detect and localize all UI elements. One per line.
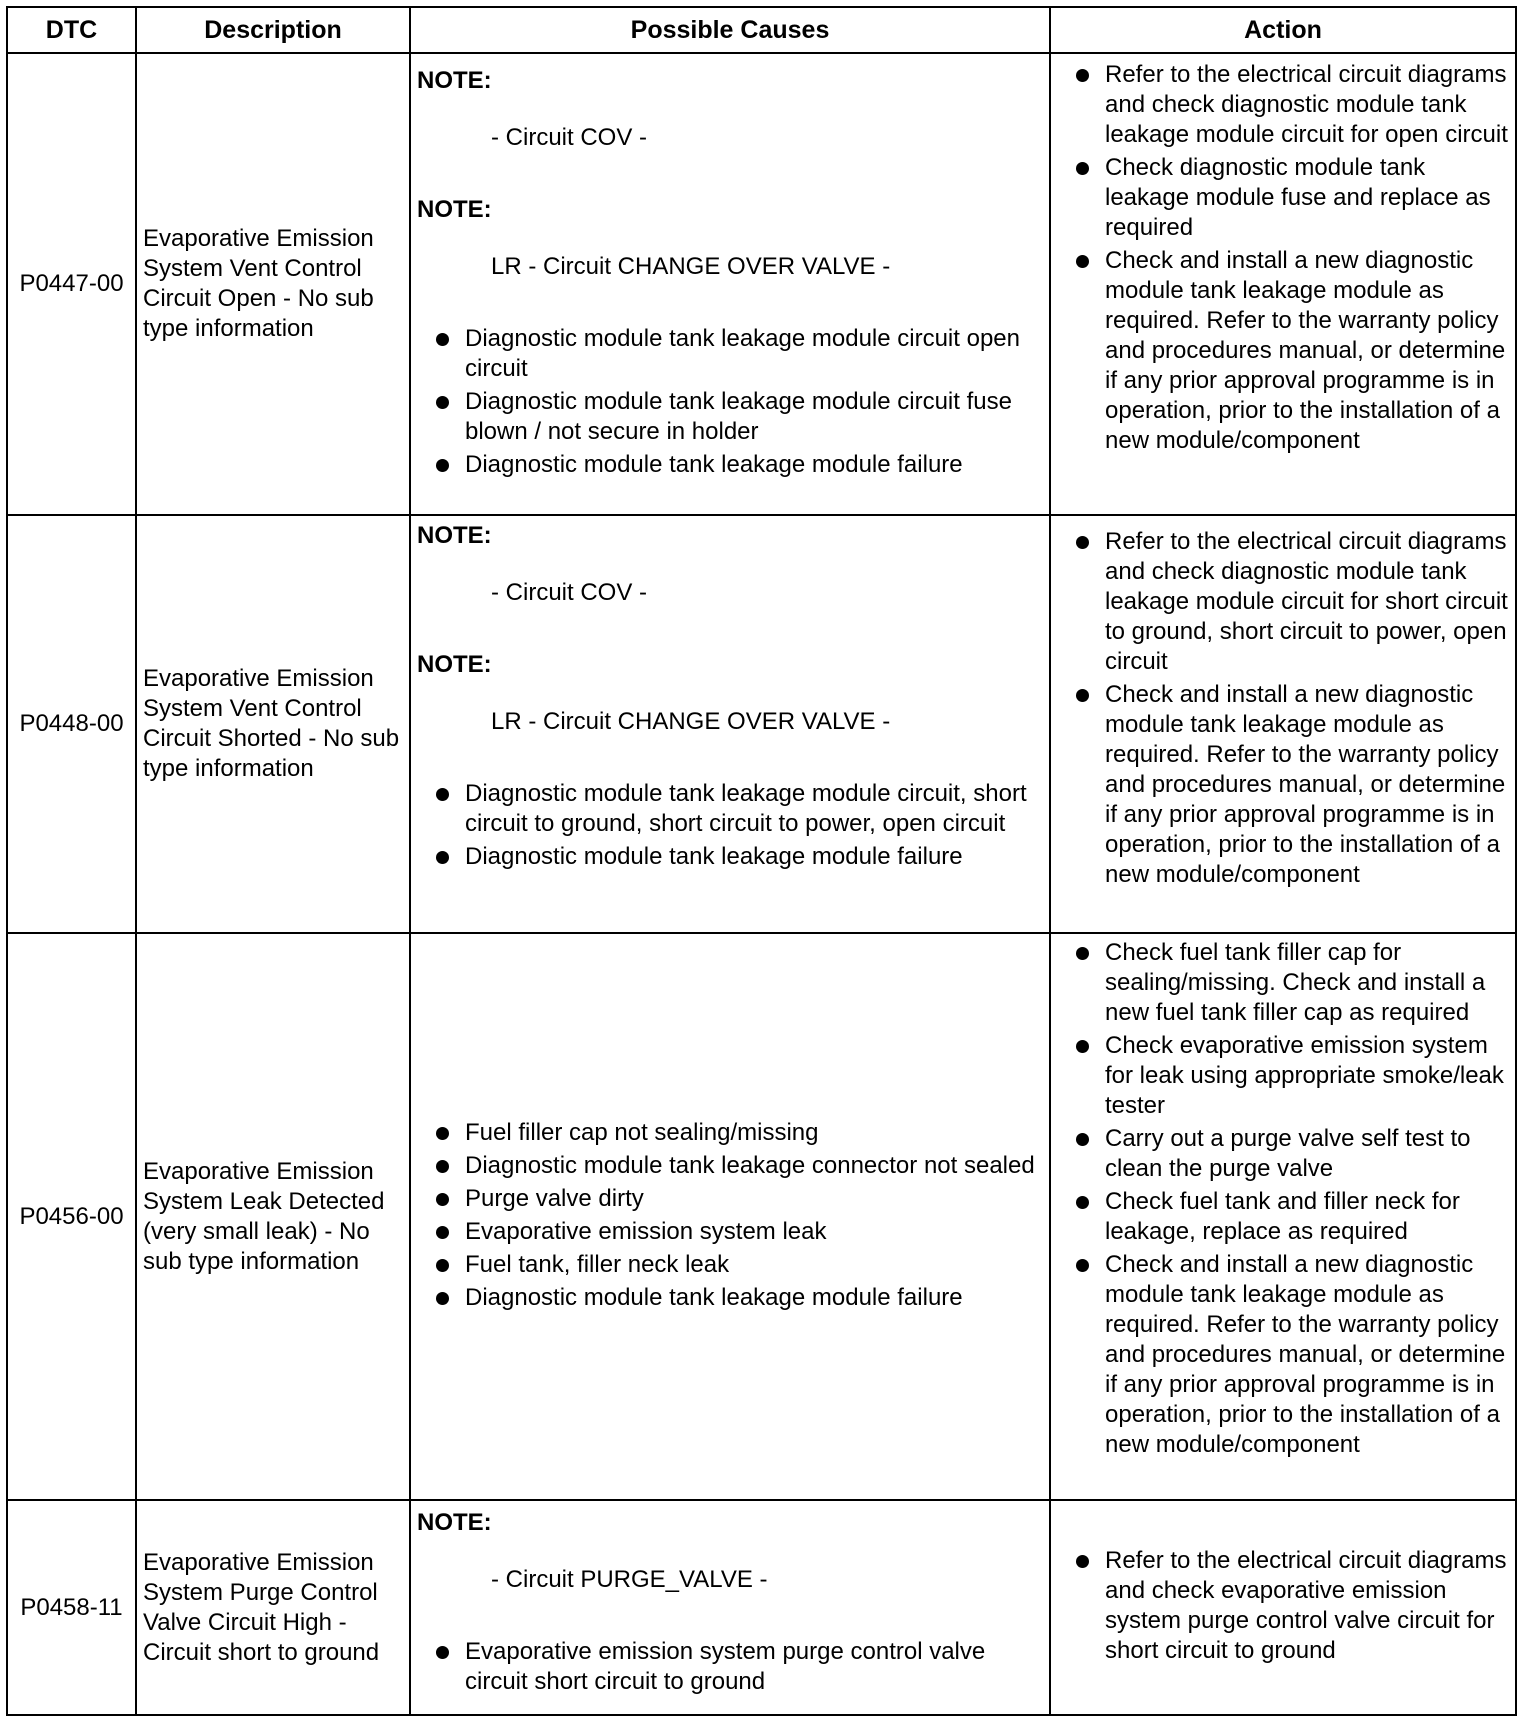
note-label: NOTE: [417, 522, 492, 549]
list-item: Refer to the electrical circuit diagrams and check diagnostic module tank leakage module circuit for open circuit [1051, 60, 1515, 150]
table-row [7, 515, 1516, 933]
bullet-icon [436, 459, 449, 472]
list-item: Fuel filler cap not sealing/missing [411, 1118, 1049, 1148]
dtc-description: Evaporative Emission System Vent Control Circuit Shorted - No sub type information [136, 515, 410, 933]
header-causes: Possible Causes [410, 7, 1050, 53]
bullet-icon [1076, 69, 1089, 82]
list-item: Refer to the electrical circuit diagrams and check evaporative emission system purge control valve circuit for short circuit to ground [1051, 1546, 1515, 1666]
list-item: Diagnostic module tank leakage module failure [411, 1283, 1049, 1313]
list-item: Diagnostic module tank leakage module circuit, short circuit to ground, short circuit to power, open circuit [411, 779, 1049, 839]
bullet-icon [436, 1292, 449, 1305]
list-item: Check and install a new diagnostic module tank leakage module as required. Refer to the warranty policy and procedures manual, or determine if any prior approval programme is in operation, prior to the installation of a new module/component [1051, 246, 1515, 456]
bullet-icon [1076, 1040, 1089, 1053]
bullet-icon [1076, 1259, 1089, 1272]
possible-causes [410, 515, 1050, 933]
table-row [7, 53, 1516, 515]
list-item: Diagnostic module tank leakage connector not sealed [411, 1151, 1049, 1181]
list-item: Check diagnostic module tank leakage module fuse and replace as required [1051, 153, 1515, 243]
action-cell [1050, 53, 1516, 515]
bullet-icon [436, 1127, 449, 1140]
list-item: Purge valve dirty [411, 1184, 1049, 1214]
bullet-icon [436, 396, 449, 409]
bullet-icon [436, 1226, 449, 1239]
bullet-icon [436, 333, 449, 346]
bullet-icon [1076, 689, 1089, 702]
list-item: Refer to the electrical circuit diagrams and check diagnostic module tank leakage module circuit for short circuit to ground, short circuit to power, open circuit [1051, 527, 1515, 677]
list-item: Diagnostic module tank leakage module failure [411, 450, 1049, 480]
table-row [7, 1500, 1516, 1715]
bullet-icon [436, 1646, 449, 1659]
action-cell [1050, 515, 1516, 933]
bullet-icon [436, 1259, 449, 1272]
bullet-icon [1076, 162, 1089, 175]
note-text: - Circuit PURGE_VALVE - [491, 1566, 768, 1593]
dtc-description: Evaporative Emission System Leak Detected (very small leak) - No sub type information [136, 933, 410, 1500]
dtc-code: P0447-00 [7, 53, 136, 515]
list-item: Fuel tank, filler neck leak [411, 1250, 1049, 1280]
header-dtc: DTC [7, 7, 136, 53]
dtc-code: P0456-00 [7, 933, 136, 1500]
possible-causes [410, 933, 1050, 1500]
dtc-code: P0458-11 [7, 1500, 136, 1715]
dtc-description: Evaporative Emission System Purge Control Valve Circuit High - Circuit short to ground [136, 1500, 410, 1715]
list-item: Diagnostic module tank leakage module circuit fuse blown / not secure in holder [411, 387, 1049, 447]
bullet-icon [436, 788, 449, 801]
bullet-icon [1076, 947, 1089, 960]
dtc-code: P0448-00 [7, 515, 136, 933]
bullet-icon [1076, 1196, 1089, 1209]
possible-causes [410, 1500, 1050, 1715]
table-row [7, 933, 1516, 1500]
list-item: Check and install a new diagnostic module tank leakage module as required. Refer to the warranty policy and procedures manual, or determine if any prior approval programme is in operation, prior to the installation of a new module/component [1051, 1250, 1515, 1460]
header-description: Description [136, 7, 410, 53]
action-cell [1050, 1500, 1516, 1715]
dtc-table [6, 6, 1517, 1716]
bullet-icon [436, 1160, 449, 1173]
list-item: Check evaporative emission system for leak using appropriate smoke/leak tester [1051, 1031, 1515, 1121]
bullet-icon [436, 1193, 449, 1206]
list-item: Check fuel tank filler cap for sealing/missing. Check and install a new fuel tank filler cap as required [1051, 938, 1515, 1028]
dtc-description: Evaporative Emission System Vent Control Circuit Open - No sub type information [136, 53, 410, 515]
list-item: Check and install a new diagnostic module tank leakage module as required. Refer to the warranty policy and procedures manual, or determine if any prior approval programme is in operation, prior to the installation of a new module/component [1051, 680, 1515, 890]
list-item: Evaporative emission system purge control valve circuit short circuit to ground [411, 1637, 1049, 1697]
list-item: Diagnostic module tank leakage module circuit open circuit [411, 324, 1049, 384]
bullet-icon [436, 851, 449, 864]
list-item: Diagnostic module tank leakage module failure [411, 842, 1049, 872]
action-cell [1050, 933, 1516, 1500]
bullet-icon [1076, 255, 1089, 268]
list-item: Evaporative emission system leak [411, 1217, 1049, 1247]
bullet-icon [1076, 1133, 1089, 1146]
bullet-icon [1076, 1555, 1089, 1568]
list-item: Check fuel tank and filler neck for leakage, replace as required [1051, 1187, 1515, 1247]
note-label: NOTE: [417, 651, 492, 678]
note-text: LR - Circuit CHANGE OVER VALVE - [491, 253, 891, 280]
header-row [7, 7, 1516, 53]
possible-causes [410, 53, 1050, 515]
list-item: Carry out a purge valve self test to clean the purge valve [1051, 1124, 1515, 1184]
note-label: NOTE: [417, 196, 492, 223]
bullet-icon [1076, 536, 1089, 549]
note-text: - Circuit COV - [491, 124, 647, 151]
note-text: - Circuit COV - [491, 579, 647, 606]
note-text: LR - Circuit CHANGE OVER VALVE - [491, 708, 891, 735]
note-label: NOTE: [417, 1509, 492, 1536]
note-label: NOTE: [417, 67, 492, 94]
header-action: Action [1050, 7, 1516, 53]
